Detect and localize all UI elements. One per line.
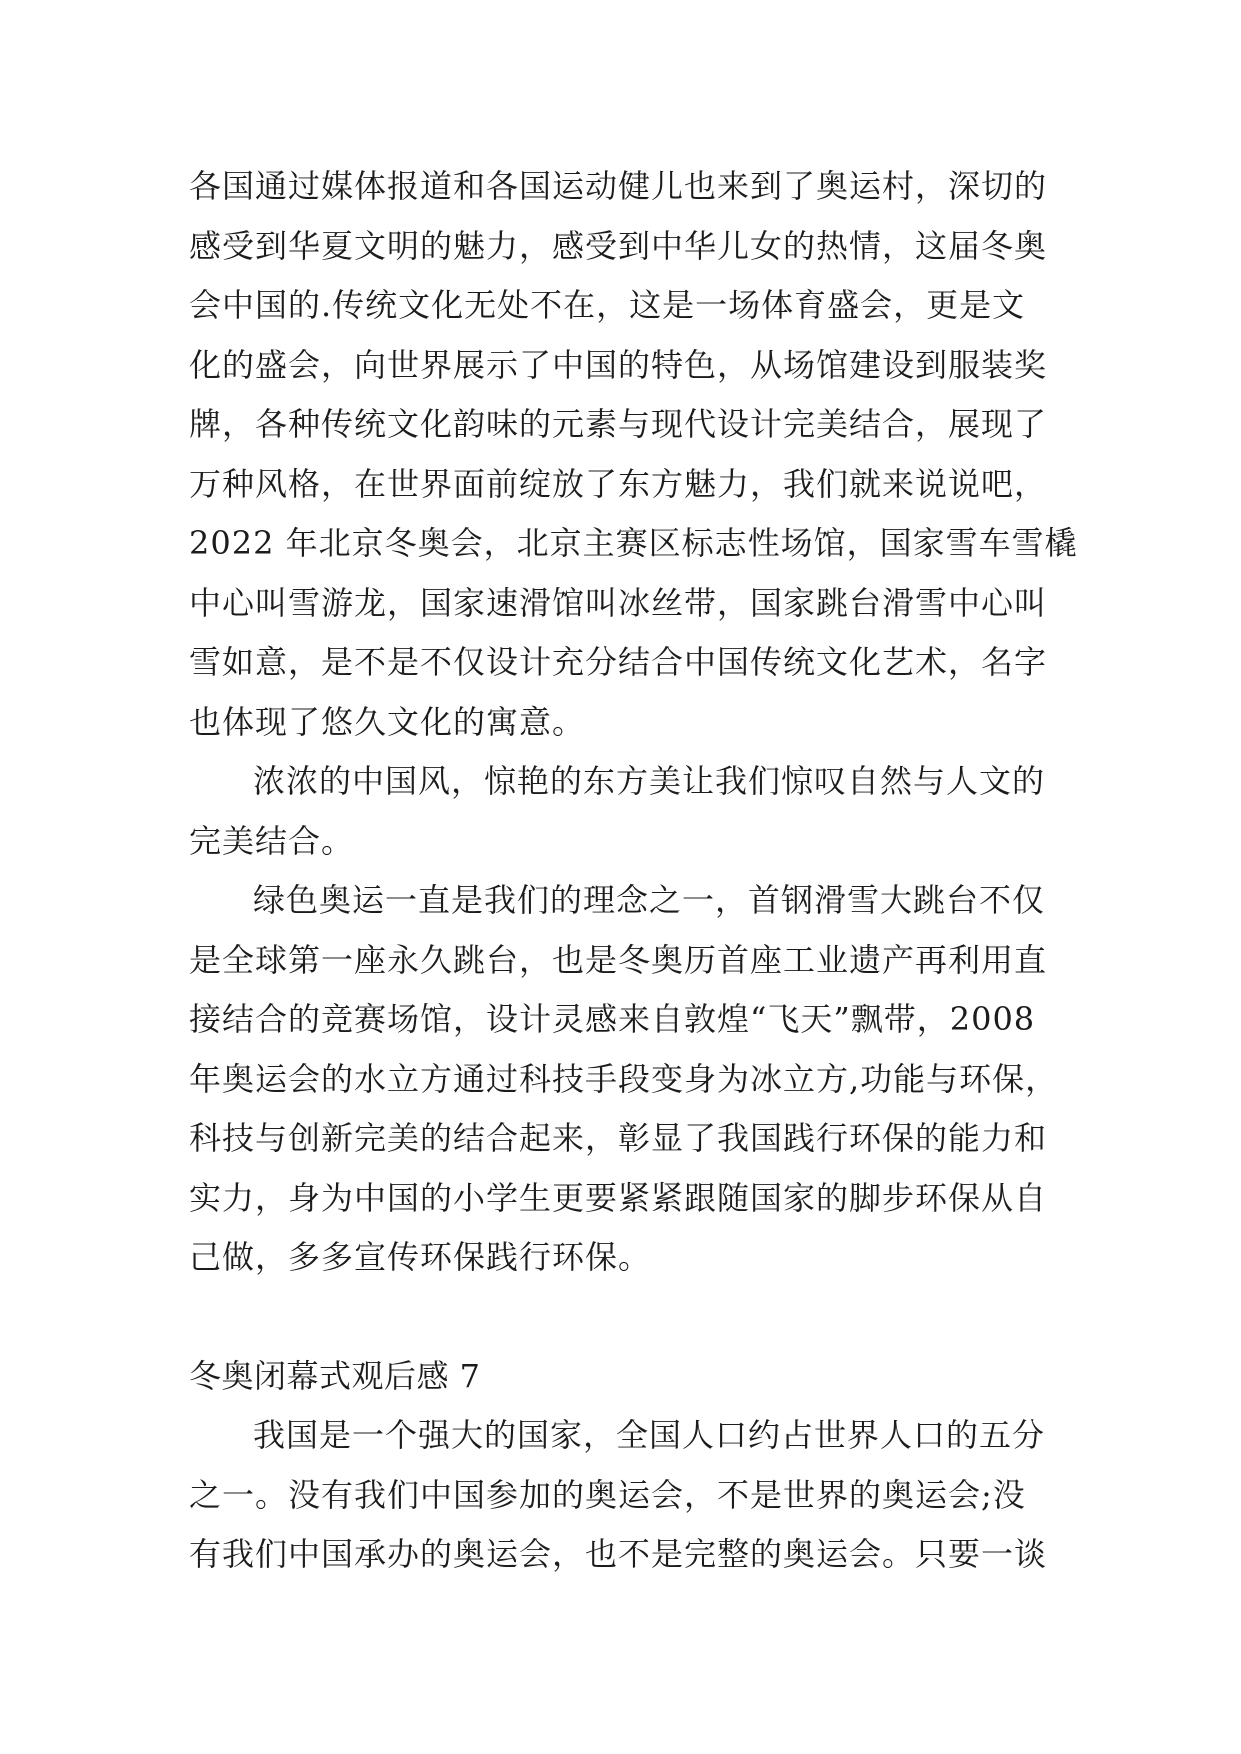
paragraph-line: 万种风格，在世界面前绽放了东方魅力，我们就来说说吧， <box>189 464 1048 503</box>
paragraph-line: 年奥运会的水立方通过科技手段变身为冰立方,功能与环保， <box>189 1059 1059 1098</box>
paragraph-line: 我国是一个强大的国家，全国人口约占世界人口的五分 <box>253 1416 1046 1454</box>
section-spacer <box>189 1288 1051 1347</box>
paragraph-line: 有我们中国承办的奥运会，也不是完整的奥运会。只要一谈 <box>189 1535 1048 1573</box>
section-title: 冬奥闭幕式观后感 7 <box>189 1356 481 1395</box>
paragraph-line: 化的盛会，向世界展示了中国的特色，从场馆建设到服装奖 <box>189 345 1048 384</box>
paragraph-line: 己做，多多宣传环保践行环保。 <box>189 1238 652 1276</box>
paragraph-line: 科技与创新完美的结合起来，彰显了我国践行环保的能力和 <box>189 1119 1048 1157</box>
document-body <box>189 157 1078 1585</box>
paragraph-line: 完美结合。 <box>189 821 355 860</box>
paragraph-line: 浓浓的中国风，惊艳的东方美让我们惊叹自然与人文的 <box>253 762 1046 800</box>
paragraph-line: 之一。没有我们中国参加的奥运会，不是世界的奥运会;没 <box>189 1475 1026 1514</box>
paragraph-line: 会中国的.传统文化无处不在，这是一场体育盛会，更是文 <box>189 286 1026 324</box>
paragraph-line: 感受到华夏文明的魅力，感受到中华儿女的热情，这届冬奥 <box>189 226 1048 265</box>
paragraph-line: 雪如意，是不是不仅设计充分结合中国传统文化艺术，名字 <box>189 643 1048 681</box>
paragraph-line: 牌，各种传统文化韵味的元素与现代设计完美结合，展现了 <box>189 405 1048 443</box>
paragraph-line: 实力，身为中国的小学生更要紧紧跟随国家的脚步环保从自 <box>189 1178 1048 1217</box>
paragraph-line: 各国通过媒体报道和各国运动健儿也来到了奥运村，深切的 <box>189 167 1048 205</box>
paragraph-3 <box>189 871 1059 1288</box>
paragraph-line: 绿色奥运一直是我们的理念之一，首钢滑雪大跳台不仅 <box>253 881 1046 919</box>
paragraph-line: 是全球第一座永久跳台，也是冬奥历首座工业遗产再利用直 <box>189 940 1048 979</box>
paragraph-line: 也体现了悠久文化的寓意。 <box>189 702 586 741</box>
paragraph-4 <box>189 1406 1051 1585</box>
paragraph-line: 2022 年北京冬奥会，北京主赛区标志性场馆，国家雪车雪橇 <box>189 524 1078 562</box>
paragraph-line: 中心叫雪游龙，国家速滑馆叫冰丝带，国家跳台滑雪中心叫 <box>189 583 1048 622</box>
paragraph-2 <box>189 752 1051 871</box>
paragraph-1 <box>189 157 1078 752</box>
paragraph-line: 接结合的竞赛场馆，设计灵感来自敦煌“飞天”飘带，2008 <box>189 1000 1036 1038</box>
